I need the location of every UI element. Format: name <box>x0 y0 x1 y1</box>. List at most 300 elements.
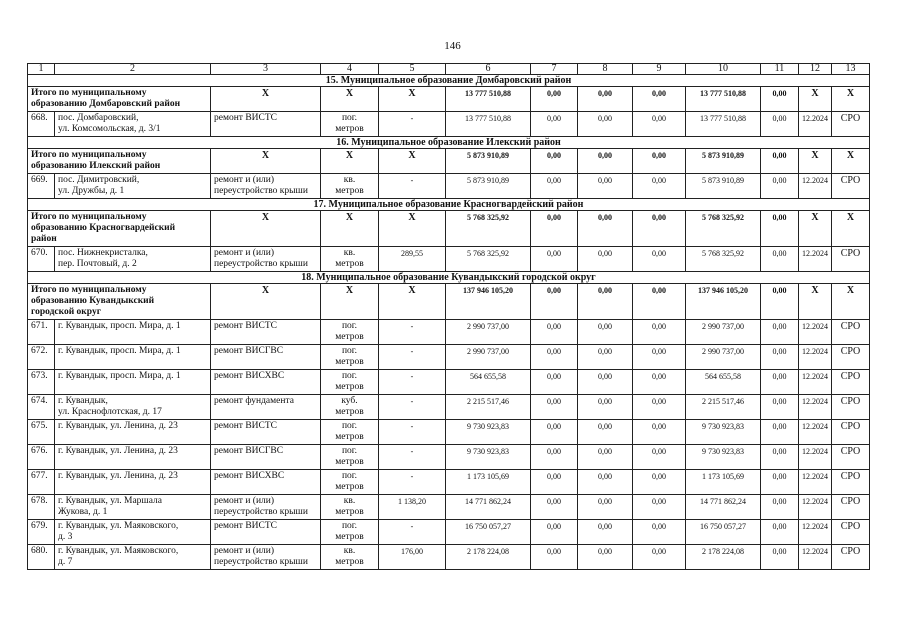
cell-line: ремонт и (или) <box>214 496 275 506</box>
contractor-cell: СРО <box>832 545 870 570</box>
table-row <box>28 545 870 570</box>
table-row <box>28 495 870 520</box>
col10-cell: 2 990 737,00 <box>686 320 761 345</box>
completion-date-cell: 12.2024 <box>799 520 832 545</box>
row-number: 672. <box>28 345 55 370</box>
cell-line: ремонт ВИСХВС <box>214 371 285 381</box>
total-col8: 0,00 <box>578 149 633 174</box>
cell-line: г. Кувандык, <box>58 396 108 406</box>
section-header-row <box>28 75 870 87</box>
cell-line: переустройство крыши <box>214 186 308 196</box>
row-number: 680. <box>28 545 55 570</box>
completion-date-cell: 12.2024 <box>799 395 832 420</box>
column-number: 6 <box>446 64 531 75</box>
cell-line: ул. Дружбы, д. 1 <box>58 186 125 196</box>
total-work-type: Х <box>211 149 321 174</box>
total-col8: 0,00 <box>578 211 633 247</box>
unit-cell <box>321 345 379 370</box>
column-number: 3 <box>211 64 321 75</box>
cell-line: метров <box>335 259 364 269</box>
total-col13: Х <box>832 87 870 112</box>
col9-cell: 0,00 <box>633 112 686 137</box>
cell-line: г. Кувандык, ул. Маршала <box>58 496 162 506</box>
cell-line: пог. <box>341 446 358 456</box>
total-col9: 0,00 <box>633 284 686 320</box>
volume-cell: - <box>379 174 446 199</box>
unit-cell <box>321 174 379 199</box>
column-number-row <box>28 64 870 75</box>
cell-line: ремонт и (или) <box>214 546 275 556</box>
contractor-cell: СРО <box>832 320 870 345</box>
table-row <box>28 320 870 345</box>
total-unit: Х <box>321 87 379 112</box>
completion-date-cell: 12.2024 <box>799 545 832 570</box>
section-header-row <box>28 199 870 211</box>
cell-line: метров <box>335 382 364 392</box>
cell-line: метров <box>335 507 364 517</box>
section-title: 18. Муниципальное образование Кувандыкский городской округ <box>28 272 870 284</box>
col10-cell: 5 873 910,89 <box>686 174 761 199</box>
cell-line: куб. <box>341 396 358 406</box>
cell-line: г. Кувандык, просп. Мира, д. 1 <box>58 321 181 331</box>
cost-cell: 2 215 517,46 <box>446 395 531 420</box>
col8-cell: 0,00 <box>578 545 633 570</box>
total-col9: 0,00 <box>633 211 686 247</box>
contractor-cell: СРО <box>832 470 870 495</box>
col7-cell: 0,00 <box>531 320 578 345</box>
col9-cell: 0,00 <box>633 545 686 570</box>
col8-cell: 0,00 <box>578 174 633 199</box>
total-col12: Х <box>799 87 832 112</box>
cell-line: пос. Димитровский, <box>58 175 140 185</box>
table-row <box>28 395 870 420</box>
cell-line: г. Кувандык, ул. Ленина, д. 23 <box>58 421 178 431</box>
col9-cell: 0,00 <box>633 320 686 345</box>
col10-cell: 564 655,58 <box>686 370 761 395</box>
completion-date-cell: 12.2024 <box>799 320 832 345</box>
col7-cell: 0,00 <box>531 370 578 395</box>
cost-cell: 2 990 737,00 <box>446 345 531 370</box>
address-cell <box>55 247 211 272</box>
contractor-cell: СРО <box>832 345 870 370</box>
unit-cell <box>321 370 379 395</box>
total-col8: 0,00 <box>578 284 633 320</box>
col9-cell: 0,00 <box>633 247 686 272</box>
total-col10: 13 777 510,88 <box>686 87 761 112</box>
cell-line: метров <box>335 557 364 567</box>
column-number: 9 <box>633 64 686 75</box>
contractor-cell: СРО <box>832 520 870 545</box>
total-volume: Х <box>379 211 446 247</box>
page-number: 146 <box>444 40 461 52</box>
row-number: 671. <box>28 320 55 345</box>
cell-line: переустройство крыши <box>214 557 308 567</box>
column-number: 13 <box>832 64 870 75</box>
volume-cell: 176,00 <box>379 545 446 570</box>
section-title: 17. Муниципальное образование Красногвардейский район <box>28 199 870 211</box>
column-number: 11 <box>761 64 799 75</box>
cell-line: г. Кувандык, ул. Маяковского, <box>58 521 179 531</box>
table-body <box>28 64 870 570</box>
total-unit: Х <box>321 284 379 320</box>
cost-cell: 9 730 923,83 <box>446 445 531 470</box>
cell-line: район <box>31 234 57 244</box>
row-number: 673. <box>28 370 55 395</box>
capital-repair-table <box>27 63 870 570</box>
cell-line: ремонт ВИСГВС <box>214 346 284 356</box>
cell-line: ремонт фундамента <box>214 396 294 406</box>
col8-cell: 0,00 <box>578 112 633 137</box>
cell-line: метров <box>335 186 364 196</box>
volume-cell: - <box>379 395 446 420</box>
col11-cell: 0,00 <box>761 174 799 199</box>
volume-cell: - <box>379 470 446 495</box>
total-col13: Х <box>832 284 870 320</box>
col11-cell: 0,00 <box>761 112 799 137</box>
section-header-row <box>28 272 870 284</box>
address-cell <box>55 112 211 137</box>
cost-cell: 14 771 862,24 <box>446 495 531 520</box>
cell-line: образованию Илекский район <box>31 161 161 171</box>
cell-line: кв. <box>343 546 356 556</box>
cost-cell: 2 990 737,00 <box>446 320 531 345</box>
total-volume: Х <box>379 284 446 320</box>
col7-cell: 0,00 <box>531 174 578 199</box>
address-cell <box>55 320 211 345</box>
address-cell <box>55 420 211 445</box>
unit-cell <box>321 445 379 470</box>
completion-date-cell: 12.2024 <box>799 445 832 470</box>
col7-cell: 0,00 <box>531 345 578 370</box>
total-work-type: Х <box>211 211 321 247</box>
cell-line: пог. <box>341 421 358 431</box>
cell-line: пог. <box>341 346 358 356</box>
cost-cell: 5 768 325,92 <box>446 247 531 272</box>
contractor-cell: СРО <box>832 495 870 520</box>
total-col7: 0,00 <box>531 284 578 320</box>
work-type-cell <box>211 370 321 395</box>
cell-line: метров <box>335 407 364 417</box>
work-type-cell <box>211 495 321 520</box>
cell-line: метров <box>335 457 364 467</box>
row-number: 678. <box>28 495 55 520</box>
col10-cell: 1 173 105,69 <box>686 470 761 495</box>
cell-line: Жукова, д. 1 <box>58 507 108 517</box>
column-number: 5 <box>379 64 446 75</box>
volume-cell: - <box>379 370 446 395</box>
section-total-row <box>28 284 870 320</box>
col8-cell: 0,00 <box>578 345 633 370</box>
work-type-cell <box>211 520 321 545</box>
total-cost: 13 777 510,88 <box>446 87 531 112</box>
total-cost: 5 873 910,89 <box>446 149 531 174</box>
cell-line: Итого по муниципальному <box>31 212 147 222</box>
unit-cell <box>321 520 379 545</box>
col8-cell: 0,00 <box>578 247 633 272</box>
address-cell <box>55 370 211 395</box>
address-cell <box>55 470 211 495</box>
cell-line: пос. Нижнекристалка, <box>58 248 148 258</box>
col9-cell: 0,00 <box>633 495 686 520</box>
table-row <box>28 370 870 395</box>
cell-line: г. Кувандык, ул. Маяковского, <box>58 546 179 556</box>
unit-cell <box>321 545 379 570</box>
col10-cell: 9 730 923,83 <box>686 420 761 445</box>
address-cell <box>55 495 211 520</box>
col8-cell: 0,00 <box>578 520 633 545</box>
col11-cell: 0,00 <box>761 545 799 570</box>
col9-cell: 0,00 <box>633 445 686 470</box>
cell-line: Итого по муниципальному <box>31 285 147 295</box>
completion-date-cell: 12.2024 <box>799 112 832 137</box>
col10-cell: 9 730 923,83 <box>686 445 761 470</box>
col9-cell: 0,00 <box>633 370 686 395</box>
total-col8: 0,00 <box>578 87 633 112</box>
address-cell <box>55 395 211 420</box>
cell-line: городской округ <box>31 307 102 317</box>
volume-cell: 289,55 <box>379 247 446 272</box>
unit-cell <box>321 320 379 345</box>
row-number: 668. <box>28 112 55 137</box>
total-label <box>28 149 211 174</box>
cell-line: Итого по муниципальному <box>31 150 147 160</box>
column-number: 7 <box>531 64 578 75</box>
total-cost: 5 768 325,92 <box>446 211 531 247</box>
total-col9: 0,00 <box>633 149 686 174</box>
cell-line: переустройство крыши <box>214 507 308 517</box>
cell-line: ул. Комсомольская, д. 3/1 <box>58 124 161 134</box>
total-col7: 0,00 <box>531 87 578 112</box>
col7-cell: 0,00 <box>531 445 578 470</box>
row-number: 676. <box>28 445 55 470</box>
col8-cell: 0,00 <box>578 420 633 445</box>
cell-line: ремонт ВИСГВС <box>214 446 284 456</box>
section-title: 16. Муниципальное образование Илекский район <box>28 137 870 149</box>
col8-cell: 0,00 <box>578 395 633 420</box>
cost-cell: 2 178 224,08 <box>446 545 531 570</box>
total-label <box>28 87 211 112</box>
work-type-cell <box>211 112 321 137</box>
col7-cell: 0,00 <box>531 420 578 445</box>
total-unit: Х <box>321 211 379 247</box>
cell-line: переустройство крыши <box>214 259 308 269</box>
address-cell <box>55 445 211 470</box>
col10-cell: 16 750 057,27 <box>686 520 761 545</box>
col10-cell: 13 777 510,88 <box>686 112 761 137</box>
col10-cell: 2 215 517,46 <box>686 395 761 420</box>
cell-line: ремонт и (или) <box>214 175 275 185</box>
address-cell <box>55 174 211 199</box>
col9-cell: 0,00 <box>633 420 686 445</box>
completion-date-cell: 12.2024 <box>799 495 832 520</box>
total-col12: Х <box>799 284 832 320</box>
work-type-cell <box>211 445 321 470</box>
col8-cell: 0,00 <box>578 495 633 520</box>
volume-cell: - <box>379 520 446 545</box>
cell-line: метров <box>335 332 364 342</box>
cell-line: образованию Кувандыкский <box>31 296 155 306</box>
cell-line: образованию Домбаровский район <box>31 99 181 109</box>
cell-line: метров <box>335 124 364 134</box>
cell-line: пог. <box>341 471 358 481</box>
total-col7: 0,00 <box>531 149 578 174</box>
table-row <box>28 420 870 445</box>
cost-cell: 13 777 510,88 <box>446 112 531 137</box>
col8-cell: 0,00 <box>578 470 633 495</box>
col11-cell: 0,00 <box>761 470 799 495</box>
cell-line: г. Кувандык, ул. Ленина, д. 23 <box>58 471 178 481</box>
total-col13: Х <box>832 149 870 174</box>
col7-cell: 0,00 <box>531 520 578 545</box>
total-volume: Х <box>379 149 446 174</box>
col11-cell: 0,00 <box>761 445 799 470</box>
unit-cell <box>321 495 379 520</box>
total-work-type: Х <box>211 87 321 112</box>
table-row <box>28 112 870 137</box>
col11-cell: 0,00 <box>761 345 799 370</box>
cell-line: ремонт ВИСТС <box>214 521 278 531</box>
col10-cell: 5 768 325,92 <box>686 247 761 272</box>
col8-cell: 0,00 <box>578 320 633 345</box>
total-volume: Х <box>379 87 446 112</box>
cell-line: Итого по муниципальному <box>31 88 147 98</box>
table-row <box>28 174 870 199</box>
table-row <box>28 520 870 545</box>
completion-date-cell: 12.2024 <box>799 470 832 495</box>
cost-cell: 16 750 057,27 <box>446 520 531 545</box>
cell-line: г. Кувандык, просп. Мира, д. 1 <box>58 371 181 381</box>
col9-cell: 0,00 <box>633 470 686 495</box>
unit-cell <box>321 470 379 495</box>
address-cell <box>55 345 211 370</box>
col11-cell: 0,00 <box>761 320 799 345</box>
col11-cell: 0,00 <box>761 520 799 545</box>
total-col10: 137 946 105,20 <box>686 284 761 320</box>
column-number: 1 <box>28 64 55 75</box>
table-row <box>28 445 870 470</box>
cell-line: пог. <box>341 521 358 531</box>
unit-cell <box>321 420 379 445</box>
total-col11: 0,00 <box>761 149 799 174</box>
column-number: 4 <box>321 64 379 75</box>
address-cell <box>55 520 211 545</box>
total-label <box>28 284 211 320</box>
work-type-cell <box>211 345 321 370</box>
total-col11: 0,00 <box>761 87 799 112</box>
col8-cell: 0,00 <box>578 445 633 470</box>
completion-date-cell: 12.2024 <box>799 174 832 199</box>
completion-date-cell: 12.2024 <box>799 370 832 395</box>
col11-cell: 0,00 <box>761 395 799 420</box>
total-col12: Х <box>799 149 832 174</box>
section-total-row <box>28 211 870 247</box>
total-col11: 0,00 <box>761 211 799 247</box>
unit-cell <box>321 247 379 272</box>
cell-line: метров <box>335 482 364 492</box>
cell-line: метров <box>335 432 364 442</box>
col7-cell: 0,00 <box>531 495 578 520</box>
volume-cell: - <box>379 420 446 445</box>
cell-line: ремонт и (или) <box>214 248 275 258</box>
completion-date-cell: 12.2024 <box>799 247 832 272</box>
column-number: 8 <box>578 64 633 75</box>
work-type-cell <box>211 420 321 445</box>
col7-cell: 0,00 <box>531 395 578 420</box>
cell-line: пог. <box>341 321 358 331</box>
column-number: 10 <box>686 64 761 75</box>
row-number: 670. <box>28 247 55 272</box>
section-title: 15. Муниципальное образование Домбаровский район <box>28 75 870 87</box>
table-row <box>28 470 870 495</box>
total-col11: 0,00 <box>761 284 799 320</box>
cell-line: кв. <box>343 248 356 258</box>
cell-line: пог. <box>341 371 358 381</box>
cell-line: г. Кувандык, просп. Мира, д. 1 <box>58 346 181 356</box>
work-type-cell <box>211 470 321 495</box>
col10-cell: 14 771 862,24 <box>686 495 761 520</box>
work-type-cell <box>211 395 321 420</box>
total-col10: 5 768 325,92 <box>686 211 761 247</box>
row-number: 677. <box>28 470 55 495</box>
work-type-cell <box>211 174 321 199</box>
row-number: 679. <box>28 520 55 545</box>
total-col9: 0,00 <box>633 87 686 112</box>
work-type-cell <box>211 320 321 345</box>
cell-line: ремонт ВИСТС <box>214 421 278 431</box>
total-cost: 137 946 105,20 <box>446 284 531 320</box>
col10-cell: 2 178 224,08 <box>686 545 761 570</box>
section-header-row <box>28 137 870 149</box>
unit-cell <box>321 112 379 137</box>
col9-cell: 0,00 <box>633 345 686 370</box>
row-number: 674. <box>28 395 55 420</box>
contractor-cell: СРО <box>832 370 870 395</box>
table-row <box>28 345 870 370</box>
unit-cell <box>321 395 379 420</box>
section-total-row <box>28 149 870 174</box>
col8-cell: 0,00 <box>578 370 633 395</box>
cell-line: д. 7 <box>58 557 73 567</box>
col11-cell: 0,00 <box>761 495 799 520</box>
cost-cell: 9 730 923,83 <box>446 420 531 445</box>
volume-cell: 1 138,20 <box>379 495 446 520</box>
volume-cell: - <box>379 445 446 470</box>
total-col13: Х <box>832 211 870 247</box>
contractor-cell: СРО <box>832 395 870 420</box>
cell-line: пог. <box>341 113 358 123</box>
section-total-row <box>28 87 870 112</box>
col9-cell: 0,00 <box>633 520 686 545</box>
col7-cell: 0,00 <box>531 112 578 137</box>
column-number: 12 <box>799 64 832 75</box>
cell-line: кв. <box>343 175 356 185</box>
col11-cell: 0,00 <box>761 247 799 272</box>
col9-cell: 0,00 <box>633 395 686 420</box>
work-type-cell <box>211 247 321 272</box>
cell-line: ул. Краснофлотская, д. 17 <box>58 407 162 417</box>
cell-line: д. 3 <box>58 532 73 542</box>
row-number: 669. <box>28 174 55 199</box>
col11-cell: 0,00 <box>761 420 799 445</box>
cell-line: образованию Красногвардейский <box>31 223 176 233</box>
row-number: 675. <box>28 420 55 445</box>
cell-line: метров <box>335 532 364 542</box>
volume-cell: - <box>379 345 446 370</box>
cell-line: кв. <box>343 496 356 506</box>
cost-cell: 5 873 910,89 <box>446 174 531 199</box>
total-label <box>28 211 211 247</box>
col7-cell: 0,00 <box>531 545 578 570</box>
